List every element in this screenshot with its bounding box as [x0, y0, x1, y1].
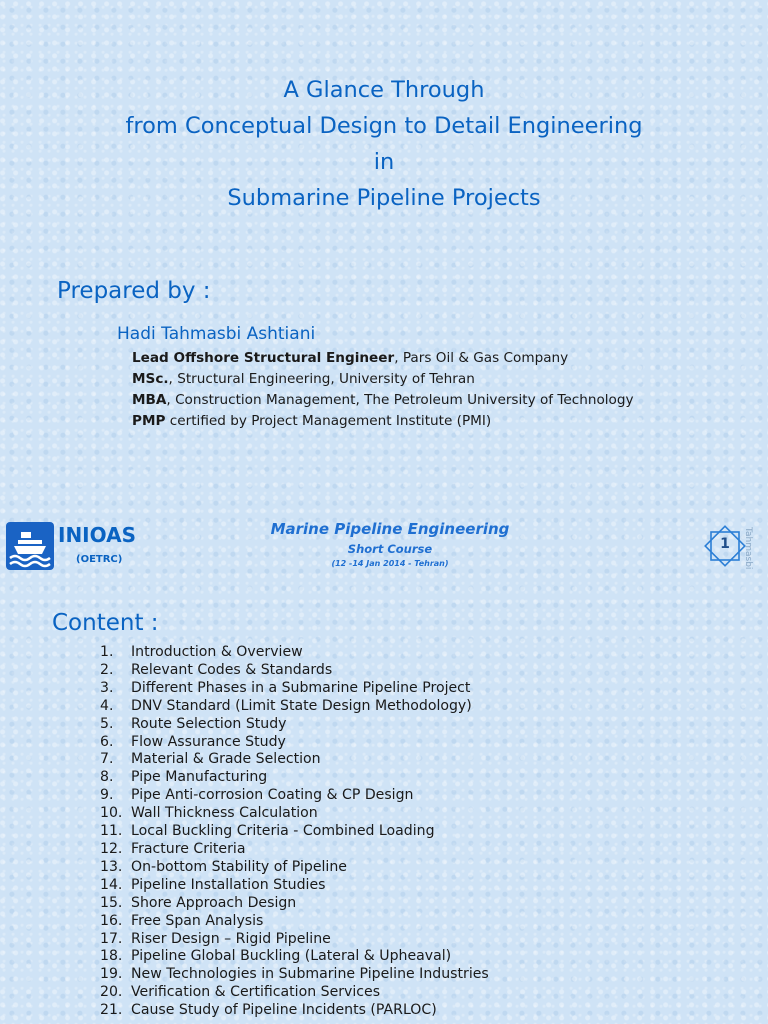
- content-list: [100, 644, 489, 1020]
- list-item: 2. Relevant Codes & Standards: [100, 661, 333, 678]
- slide-content: [0, 600, 768, 1024]
- title-line: in: [373, 149, 395, 175]
- course-title: Marine Pipeline Engineering: [270, 520, 510, 538]
- slide-footer: [0, 517, 768, 577]
- list-item: 15. Shore Approach Design: [100, 894, 297, 911]
- list-item: 19. New Technologies in Submarine Pipeline Industries: [100, 966, 489, 983]
- page-number: 1: [720, 536, 730, 552]
- list-item: 17. Riser Design – Rigid Pipeline: [100, 930, 331, 947]
- vertical-author-tag: Tahmasbi: [743, 527, 753, 570]
- list-item: 1. Introduction & Overview: [100, 644, 303, 660]
- title-line: Submarine Pipeline Projects: [227, 185, 541, 211]
- list-item: 13. On-bottom Stability of Pipeline: [100, 858, 347, 875]
- credential-line: MBA, Construction Management, The Petroleum University of Technology: [132, 392, 634, 408]
- title-line: A Glance Through: [283, 77, 485, 103]
- org-name: INIOAS: [58, 523, 136, 547]
- list-item: 18. Pipeline Global Buckling (Lateral & Upheaval): [100, 948, 452, 965]
- inioas-logo-icon: [6, 522, 54, 570]
- title-line: from Conceptual Design to Detail Engineering: [125, 113, 643, 139]
- list-item: 8. Pipe Manufacturing: [100, 769, 268, 786]
- list-item: 11. Local Buckling Criteria - Combined Loading: [100, 823, 435, 840]
- prepared-by-label: Prepared by :: [57, 278, 211, 304]
- content-heading: Content :: [52, 610, 159, 636]
- list-item: 20. Verification & Certification Services: [100, 984, 381, 1001]
- presentation-title: [0, 72, 768, 216]
- credentials-list: [132, 348, 634, 432]
- course-dates: (12 -14 Jan 2014 - Tehran): [331, 559, 449, 568]
- author-name: Hadi Tahmasbi Ashtiani: [117, 324, 316, 344]
- list-item: 3. Different Phases in a Submarine Pipeline Project: [100, 679, 471, 696]
- course-subtitle: Short Course: [347, 542, 433, 556]
- list-item: 10. Wall Thickness Calculation: [100, 805, 318, 822]
- list-item: 9. Pipe Anti-corrosion Coating & CP Design: [100, 787, 414, 804]
- list-item: 14. Pipeline Installation Studies: [100, 876, 326, 893]
- list-item: 16. Free Span Analysis: [100, 912, 264, 929]
- list-item: 7. Material & Grade Selection: [100, 751, 321, 768]
- list-item: 4. DNV Standard (Limit State Design Methodology): [100, 697, 472, 714]
- credential-line: PMP certified by Project Management Institute (PMI): [132, 413, 492, 429]
- course-info: [230, 520, 550, 568]
- credential-line: MSc., Structural Engineering, University of Tehran: [132, 371, 475, 387]
- credential-line: Lead Offshore Structural Engineer, Pars Oil & Gas Company: [132, 350, 569, 366]
- list-item: 12. Fracture Criteria: [100, 840, 246, 857]
- list-item: 5. Route Selection Study: [100, 715, 287, 732]
- list-item: 21. Cause Study of Pipeline Incidents (PARLOC): [100, 1002, 437, 1019]
- org-subtitle: (OETRC): [76, 554, 123, 565]
- list-item: 6. Flow Assurance Study: [100, 733, 286, 750]
